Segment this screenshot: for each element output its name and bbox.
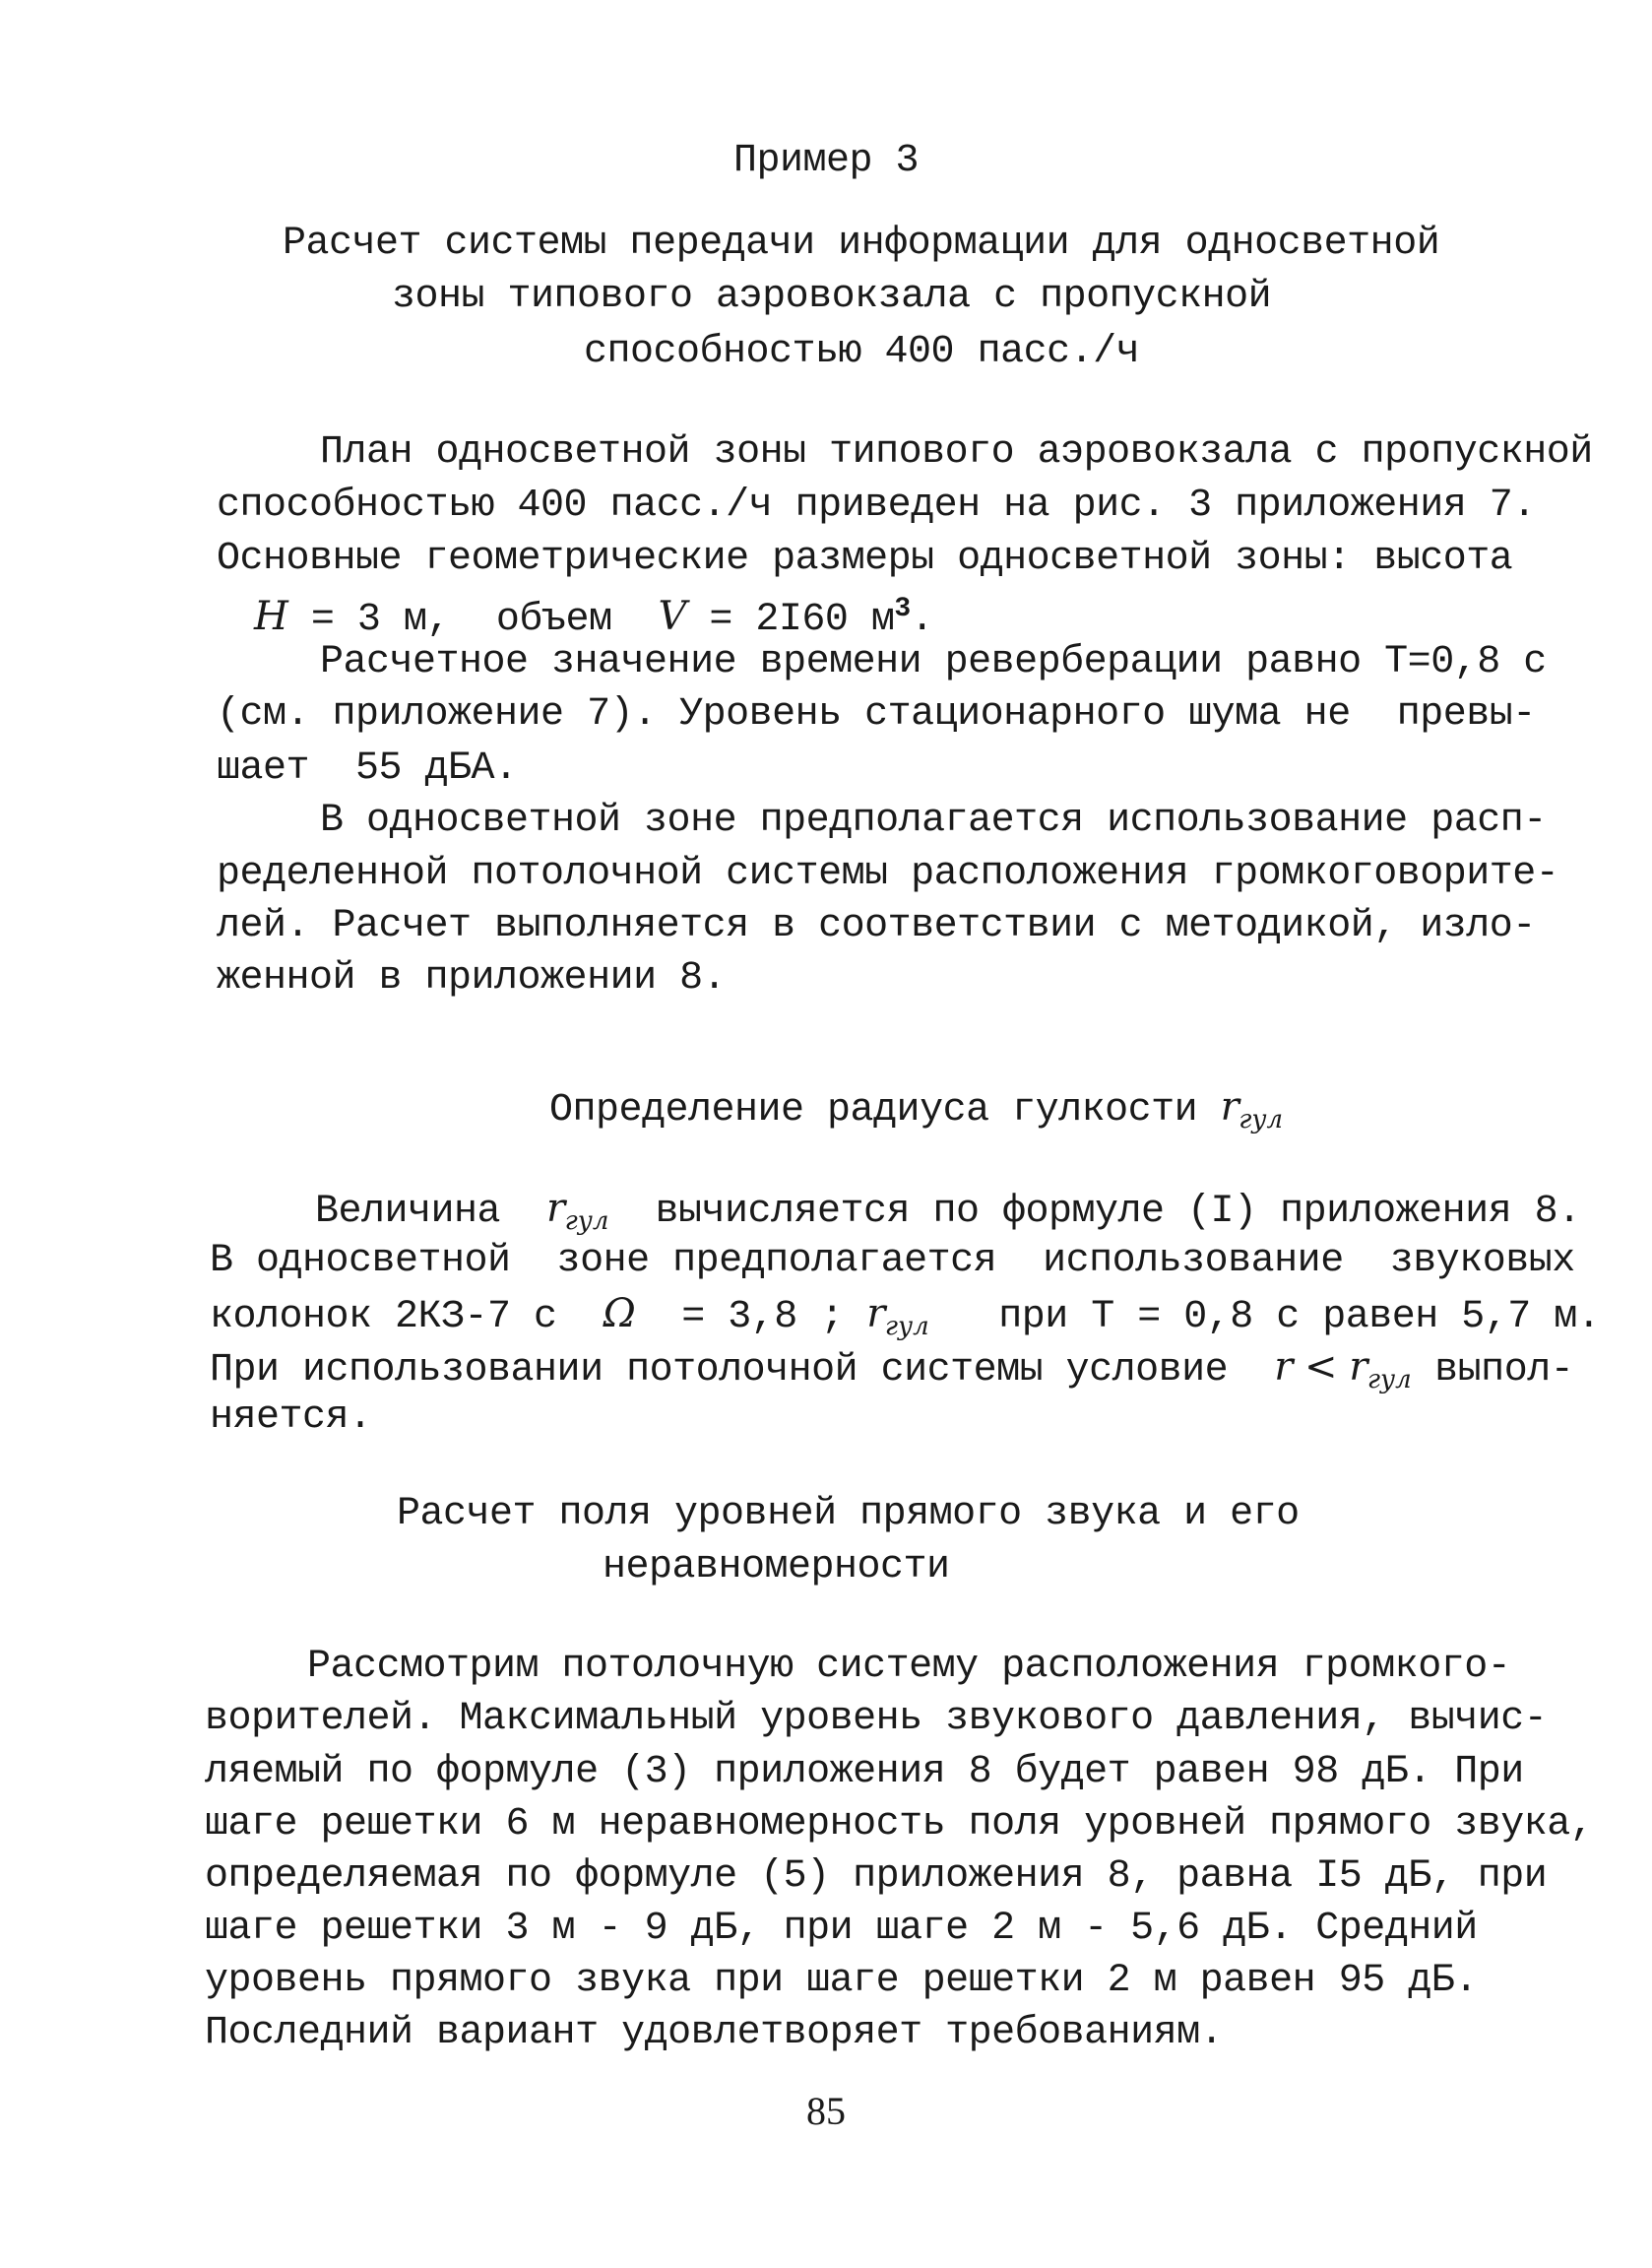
direct-sound-line-1: Рассмотрим потолочную систему расположения громкого- bbox=[307, 1645, 1511, 1689]
intro-p2-line-2: (см. приложение 7). Уровень стационарного шума не превы- bbox=[217, 692, 1536, 737]
direct-sound-line-8: Последний вариант удовлетворяет требованиям. bbox=[205, 2011, 1224, 2055]
example-title: Пример 3 bbox=[732, 139, 920, 183]
direct-sound-line-4: шаге решетки 6 м неравномерность поля уровней прямого звука, bbox=[205, 1802, 1594, 1847]
intro-p1-line-3: Основные геометрические размеры односветной зоны: высота bbox=[217, 537, 1513, 581]
radius-line-1: Величина $r_{гул}$ вычисляется по формуле (I) приложения 8. bbox=[315, 1186, 1581, 1236]
intro-p3-line-3: лей. Расчет выполняется в соответствии с методикой, изло- bbox=[217, 904, 1536, 948]
intro-p2-line-3: шает 55 дБА. bbox=[217, 746, 518, 791]
direct-sound-line-7: уровень прямого звука при шаге решетки 2 м равен 95 дБ. bbox=[205, 1959, 1478, 2003]
intro-p3-line-2: ределенной потолочной системы расположения громкоговорите- bbox=[217, 852, 1559, 896]
height-symbol: H bbox=[254, 594, 288, 639]
radius-line-3: колонок 2КЗ-7 с Ω = 3,8 ; $r_{гул}$ при Т = 0,8 с равен 5,7 м. bbox=[210, 1291, 1601, 1341]
direct-sound-line-5: определяемая по формуле (5) приложения 8, равна I5 дБ, при bbox=[205, 1854, 1548, 1899]
intro-p1-line-4: H = 3 м, объем V = 2I60 $м^3$. bbox=[254, 594, 934, 642]
radius-line-5: няется. bbox=[210, 1395, 372, 1440]
radius-line-4: При использовании потолочной системы условие $r < r_{гул}$ выпол- bbox=[210, 1344, 1574, 1394]
intro-p2-line-1: Расчетное значение времени реверберации равно Т=0,8 с bbox=[320, 640, 1547, 684]
direct-sound-heading-line-2: неравномерности bbox=[603, 1545, 950, 1589]
reverb-radius-symbol: r bbox=[1220, 1084, 1239, 1130]
radius-heading: Определение радиуса гулкости $r_{гул}$ bbox=[549, 1084, 1284, 1134]
direct-sound-line-2: ворителей. Максимальный уровень звукового давления, вычис- bbox=[205, 1697, 1548, 1741]
volume-symbol: V bbox=[658, 594, 686, 639]
intro-p3-line-4: женной в приложении 8. bbox=[217, 956, 727, 1001]
direct-sound-line-6: шаге решетки 3 м - 9 дБ, при шаге 2 м - 5,6 дБ. Средний bbox=[205, 1907, 1478, 1951]
section-title-line-1: Расчет системы передачи информации для односветной bbox=[283, 222, 1440, 266]
omega-symbol: Ω bbox=[603, 1291, 636, 1336]
intro-p1-line-1: План односветной зоны типового аэровокзала с пропускной bbox=[320, 430, 1593, 475]
page-number: 85 bbox=[806, 2089, 846, 2133]
section-title-line-3: способностью 400 пасс./ч bbox=[584, 330, 1140, 374]
direct-sound-heading-line-1: Расчет поля уровней прямого звука и его bbox=[397, 1492, 1300, 1536]
intro-p3-line-1: В односветной зоне предполагается использование расп- bbox=[320, 799, 1547, 843]
direct-sound-line-3: ляемый по формуле (3) приложения 8 будет равен 98 дБ. При bbox=[205, 1750, 1524, 1794]
section-title-line-2: зоны типового аэровокзала с пропускной bbox=[392, 275, 1272, 319]
intro-p1-line-2: способностью 400 пасс./ч приведен на рис. 3 приложения 7. bbox=[217, 484, 1536, 528]
radius-line-2: В односветной зоне предполагается использование звуковых bbox=[210, 1239, 1575, 1283]
